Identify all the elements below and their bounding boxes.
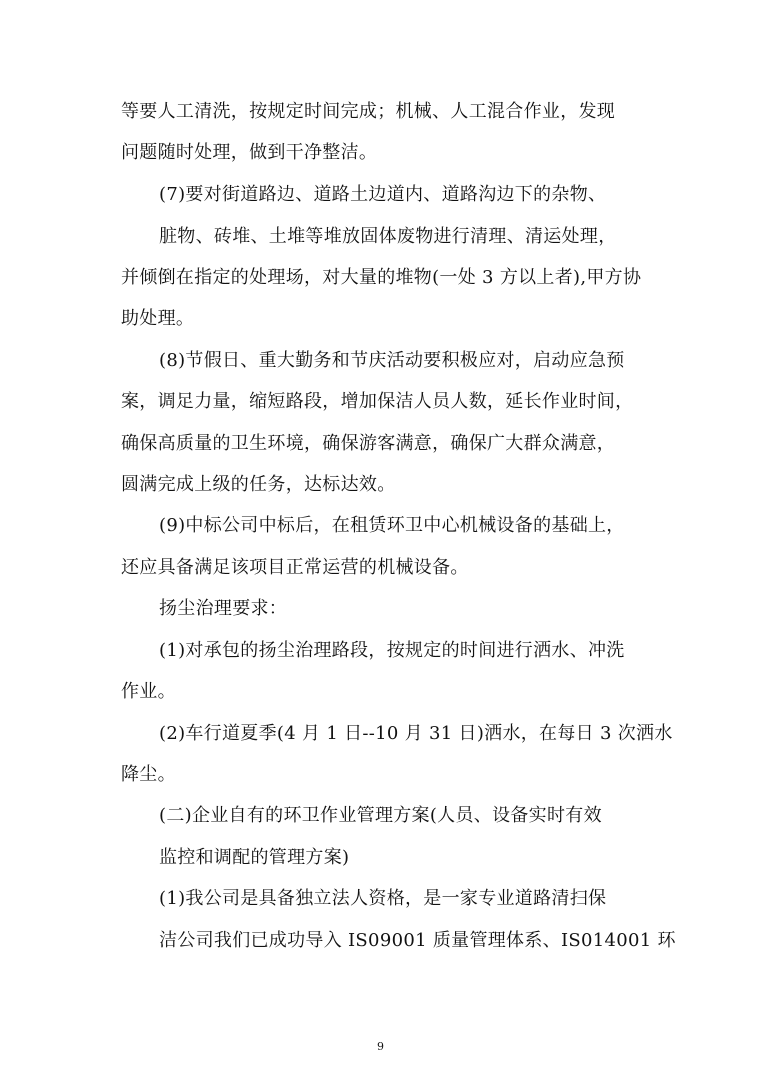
text-line-10: 圆满完成上级的任务，达标达效。 (121, 474, 396, 495)
text-line-6: 助处理。 (121, 308, 195, 329)
text-line-21: 洁公司我们已成功导入 IS09001 质量管理体系、IS014001 环 (159, 930, 676, 951)
text-line-15: 作业。 (121, 681, 176, 702)
text-line-16: (2)车行道夏季(4 月 1 日--10 月 31 日)洒水，在每日 3 次洒水 (159, 723, 673, 744)
text-line-2: 问题随时处理，做到干净整洁。 (121, 142, 378, 163)
text-line-3: (7)要对街道路边、道路土边道内、道路沟边下的杂物、 (159, 184, 607, 205)
text-line-17: 降尘。 (121, 764, 176, 785)
text-line-5: 并倾倒在指定的处理场，对大量的堆物(一处 3 方以上者),甲方协 (121, 267, 642, 288)
text-line-18: (二)企业自有的环卫作业管理方案(人员、设备实时有效 (159, 805, 602, 826)
text-line-14: (1)对承包的扬尘治理路段，按规定的时间进行洒水、冲洗 (159, 640, 625, 661)
text-line-4: 脏物、砖堆、土堆等堆放固体废物进行清理、清运处理， (159, 226, 617, 247)
text-line-20: (1)我公司是具备独立法人资格，是一家专业道路清扫保 (159, 888, 607, 909)
text-line-19: 监控和调配的管理方案) (159, 847, 350, 868)
text-line-13: 扬尘治理要求： (159, 598, 288, 619)
page-number: 9 (377, 1040, 384, 1053)
text-line-11: (9)中标公司中标后，在租赁环卫中心机械设备的基础上， (159, 515, 625, 536)
text-line-12: 还应具备满足该项目正常运营的机械设备。 (121, 557, 469, 578)
text-line-8: 案，调足力量，缩短路段，增加保洁人员人数，延长作业时间， (121, 391, 634, 412)
text-line-1: 等要人工清洗，按规定时间完成；机械、人工混合作业，发现 (121, 101, 616, 122)
text-line-9: 确保高质量的卫生环境，确保游客满意，确保广大群众满意， (121, 433, 616, 454)
text-line-7: (8)节假日、重大勤务和节庆活动要积极应对，启动应急预 (159, 350, 625, 371)
